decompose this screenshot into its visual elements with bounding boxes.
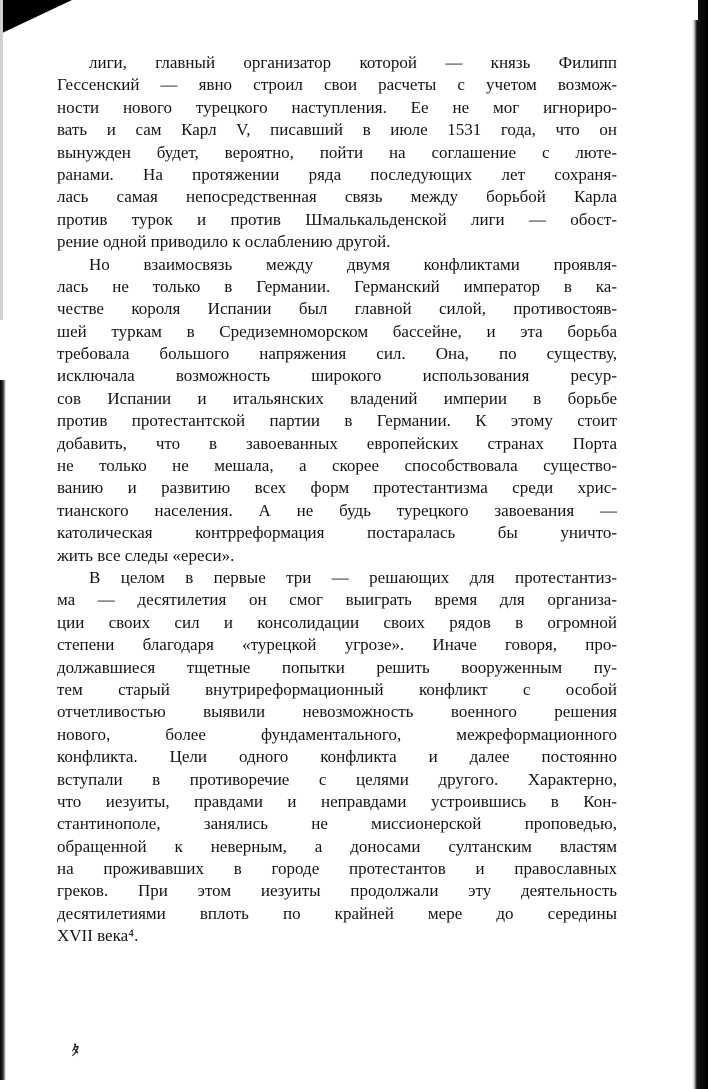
text-line: католическая контрреформация постаралась бы уничто- [57, 523, 617, 543]
text-line: греков. При этом иезуиты продолжали эту деятельность [57, 881, 617, 901]
text-line: ранами. На протяжении ряда последующих лет сохраня- [57, 164, 617, 184]
text-line: на проживавших в городе протестантов и православных [57, 859, 617, 879]
body-text [57, 52, 617, 948]
text-line: исключала возможность широкого использования ресур- [57, 366, 617, 386]
text-line: вынужден будет, вероятно, пойти на соглашение с люте- [57, 142, 617, 162]
text-line: рение одной приводило к ослаблению другой. [57, 232, 391, 252]
text-line: обращенной к неверным, а доносами султанским властям [57, 836, 617, 856]
text-line: степени благодаря «турецкой угрозе». Иначе говоря, про- [57, 635, 617, 655]
text-line: добавить, что в завоеванных европейских странах Порта [57, 433, 617, 453]
text-line: конфликта. Цели одного конфликта и далее постоянно [57, 747, 617, 767]
text-line: ности нового турецкого наступления. Ее не мог игнориро- [57, 97, 617, 117]
scan-corner-artifact [0, 0, 72, 34]
text-line: требовала большого напряжения сил. Она, по существу, [57, 344, 617, 364]
text-line: сов Испании и итальянских владений империи в борьбе [57, 388, 617, 408]
text-line: стантинополе, занялись не миссионерской проповедью, [57, 814, 617, 834]
text-line: вступали в противоречие с целями другого. Характерно, [57, 769, 617, 789]
text-line: лась самая непосредственная связь между борьбой Карла [57, 187, 617, 207]
text-line: тем старый внутриреформационный конфликт с особой [57, 679, 617, 699]
text-line: ванию и развитию всех форм протестантизма среди хрис- [57, 478, 617, 498]
text-line: Но взаимосвязь между двумя конфликтами проявля- [89, 254, 617, 274]
paragraph [57, 254, 617, 567]
text-line: жить все следы «ереси». [57, 545, 235, 565]
page-number: ﾀ [72, 1044, 79, 1059]
scan-left-edge-shadow [0, 0, 3, 320]
text-line: против турок и против Шмалькальденской лиги — обост- [57, 209, 617, 229]
scan-left-edge-bar [0, 380, 6, 1080]
text-line: честве короля Испании был главной силой, противостояв- [57, 299, 617, 319]
text-line: ма — десятилетия он смог выиграть время для организа- [57, 590, 617, 610]
text-line: шей туркам в Средиземноморском бассейне, и эта борьба [57, 321, 617, 341]
paragraph [57, 52, 617, 254]
text-line: против протестантской партии в Германии. К этому стоит [57, 411, 617, 431]
text-line: отчетливостью выявили невозможность военного решения [57, 702, 617, 722]
text-line: XVII века⁴. [57, 926, 139, 946]
scan-right-edge-notch [692, 0, 698, 20]
text-line: В целом в первые три — решающих для протестантиз- [89, 567, 617, 587]
text-line: вать и сам Карл V, писавший в июле 1531 года, что он [57, 120, 617, 140]
text-line: ции своих сил и консолидации своих рядов в огромной [57, 612, 617, 632]
text-line: не только не мешала, а скорее способствовала существо- [57, 456, 617, 476]
scan-right-edge-bar [692, 0, 708, 1089]
paragraph [57, 567, 617, 948]
text-line: десятилетиями вплоть по крайней мере до середины [57, 903, 617, 923]
text-line: тианского населения. А не будь турецкого завоевания — [57, 500, 617, 520]
text-line: что иезуиты, правдами и неправдами устроившись в Кон- [57, 791, 617, 811]
text-line: лиги, главный организатор которой — князь Филипп [89, 53, 617, 72]
text-line: Гессенский — явно строил свои расчеты с учетом возмож- [57, 75, 617, 95]
text-line: лась не только в Германии. Германский император в ка- [57, 276, 617, 296]
text-line: должавшиеся тщетные попытки решить вооруженным пу- [57, 657, 617, 677]
text-line: нового, более фундаментального, межреформационного [57, 724, 617, 744]
